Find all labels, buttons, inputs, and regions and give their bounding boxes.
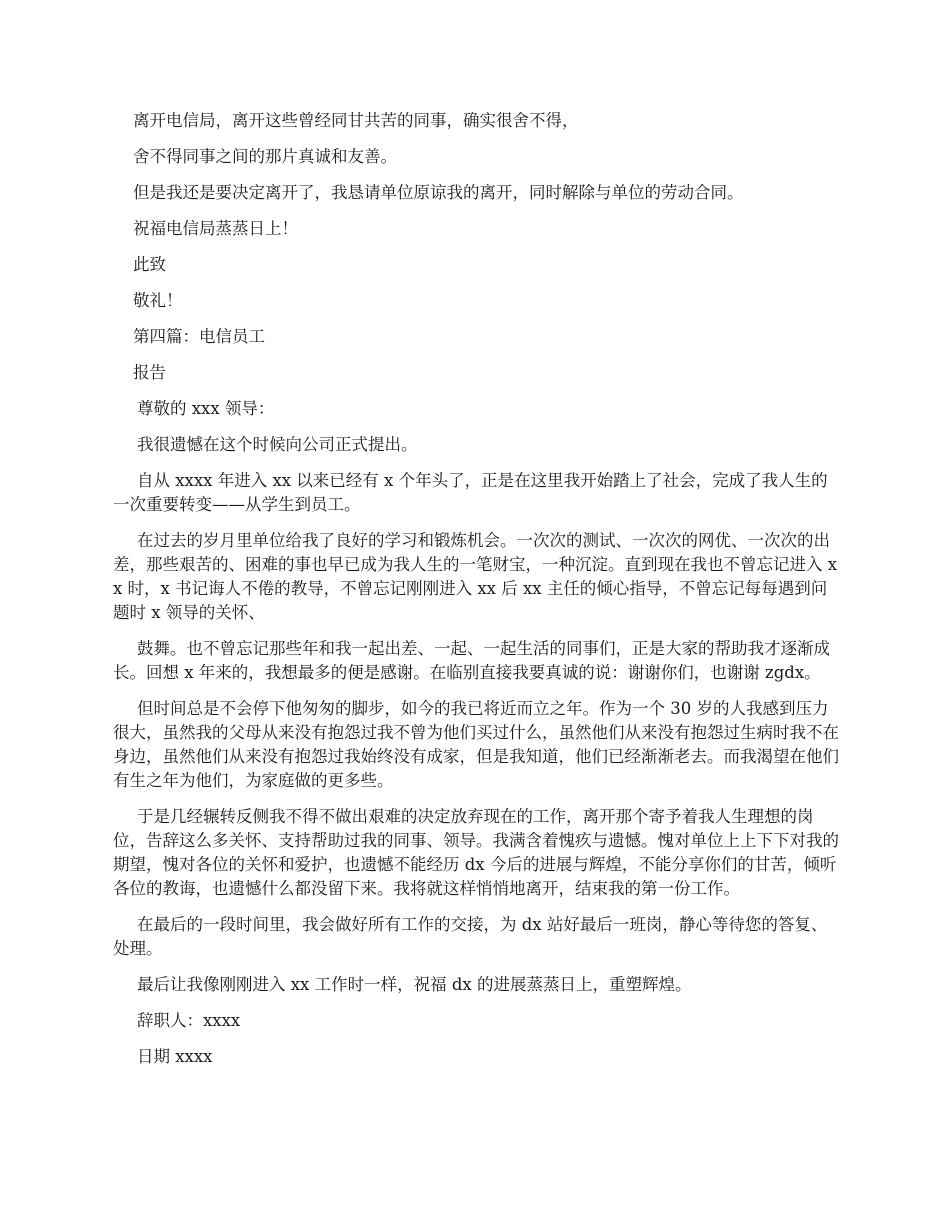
paragraph: 于是几经辗转反侧我不得不做出艰难的决定放弃现在的工作，离开那个寄予着我人生理想的岗位，告辞这么多关怀、支持帮助过我的同事、领导。我满含着愧疚与遗憾。愧对单位上上下下对我的期望，愧对各位的关怀和爱护，也遗憾不能经历 dx 今后的进展与辉煌，不能分享你们的甘苦，倾听各位的教诲，也遗憾什么都没留下来。我将就这样悄悄地离开，结束我的第一份工作。 [113, 807, 839, 898]
paragraph: 我很遗憾在这个时候向公司正式提出。 [137, 435, 418, 454]
paragraph: 但是我还是要决定离开了，我恳请单位原谅我的离开，同时解除与单位的劳动合同。 [133, 183, 744, 202]
paragraph: 在最后的一段时间里，我会做好所有工作的交接，为 dx 站好最后一班岗，静心等待您的答复、处理。 [113, 915, 828, 958]
paragraph: 在过去的岁月里单位给我了良好的学习和锻炼机会。一次次的测试、一次次的网优、一次次的出差，那些艰苦的、困难的事也早已成为我人生的一笔财宝，一种沉淀。直到现在我也不曾忘记进入 xx 时，x 书记诲人不倦的教导，不曾忘记刚刚进入 xx 后 xx 主任的倾心指导，不曾忘记每每遇到问题时 x 领导的关怀、 [113, 531, 838, 622]
closing-salutation: 敬礼！ [133, 291, 183, 310]
paragraph: 舍不得同事之间的那片真诚和友善。 [133, 147, 397, 166]
signature-line: 辞职人：xxxx [137, 1011, 241, 1030]
section-subheading: 报告 [133, 363, 166, 382]
greeting: 尊敬的 xxx 领导： [137, 399, 275, 418]
paragraph: 鼓舞。也不曾忘记那些年和我一起出差、一起、一起生活的同事们，正是大家的帮助我才逐渐成长。回想 x 年来的，我想最多的便是感谢。在临别直接我要真诚的说：谢谢你们，也谢谢 zgdx。 [113, 639, 830, 682]
date-line: 日期 xxxx [137, 1047, 213, 1066]
closing-line: 此致 [133, 255, 166, 274]
paragraph: 祝福电信局蒸蒸日上！ [133, 219, 298, 238]
paragraph: 离开电信局，离开这些曾经同甘共苦的同事，确实很舍不得， [133, 111, 579, 130]
paragraph: 自从 xxxx 年进入 xx 以来已经有 x 个年头了，正是在这里我开始踏上了社会，完成了我人生的一次重要转变——从学生到员工。 [113, 471, 828, 514]
section-heading: 第四篇：电信员工 [133, 327, 265, 346]
paragraph: 但时间总是不会停下他匆匆的脚步，如今的我已将近而立之年。作为一个 30 岁的人我感到压力很大，虽然我的父母从来没有抱怨过我不曾为他们买过什么，虽然他们从来没有抱怨过生病时我不在身边，虽然他们从来没有抱怨过我始终没有成家，但是我知道，他们已经渐渐老去。而我渴望在他们有生之年为他们，为家庭做的更多些。 [113, 699, 839, 790]
document-body [113, 109, 843, 1081]
paragraph: 最后让我像刚刚进入 xx 工作时一样，祝福 dx 的进展蒸蒸日上，重塑辉煌。 [137, 975, 692, 994]
